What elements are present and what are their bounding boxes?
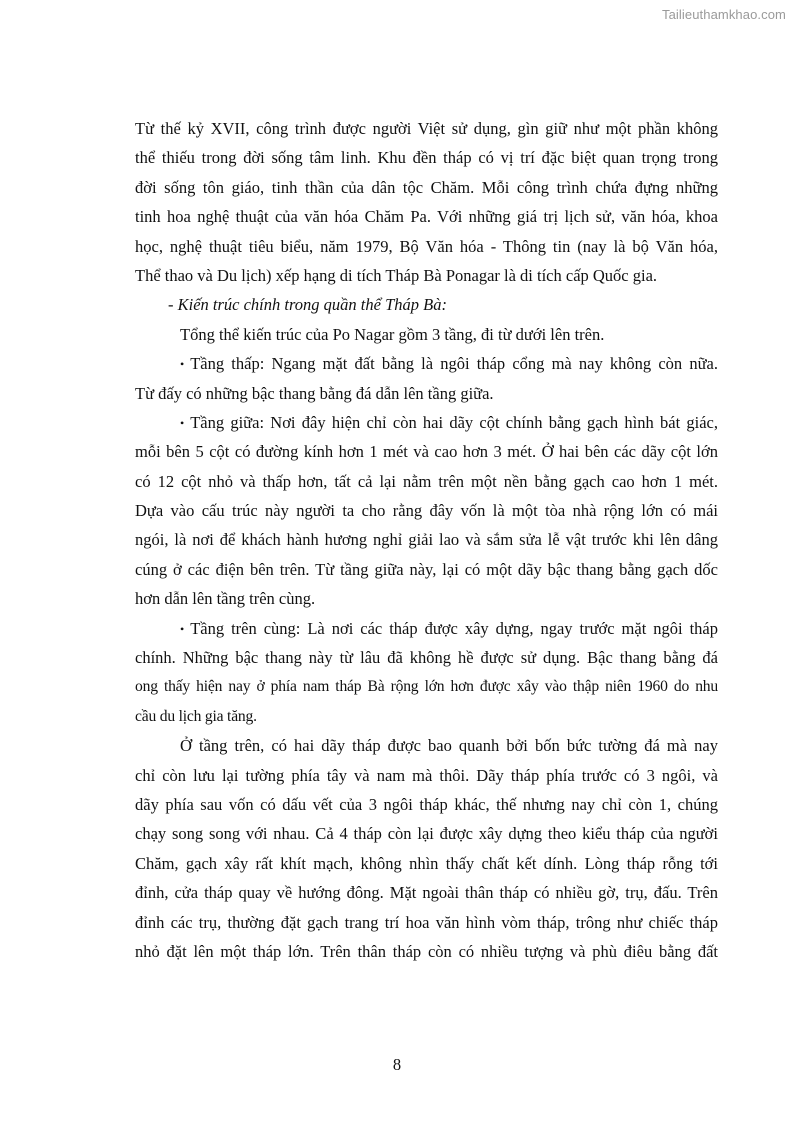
bullet-icon: • — [180, 357, 185, 372]
text-line: Từ đấy có những bậc thang bằng đá dẫn lên tầng giữa. — [135, 383, 494, 403]
watermark: Tailieuthamkhao.com — [661, 7, 786, 22]
bullet-item-low-level — [135, 349, 718, 378]
bullet-item-middle-level — [135, 408, 718, 437]
page-number: 8 — [392, 1055, 402, 1074]
text-line: đời sống tôn giáo, tinh thần của dân tộc Chăm. Mỗi công trình chứa đựng những — [135, 177, 718, 197]
text-line: thể thiếu trong đời sống tâm linh. Khu đền tháp có vị trí đặc biệt quan trọng trong — [135, 148, 718, 168]
text-line: nhỏ đặt lên một tháp lớn. Trên thân tháp còn có nhiều tượng và phù điêu bằng đất — [135, 941, 718, 961]
text-line: tinh hoa nghệ thuật của văn hóa Chăm Pa. Với những giá trị lịch sử, văn hóa, khoa — [135, 207, 718, 227]
text-line: có 12 cột nhỏ và thấp hơn, tất cả lại nằm trên một nền bằng gạch cao hơn 1 mét. — [135, 471, 718, 491]
bullet-icon: • — [180, 415, 185, 430]
text-line: học, nghệ thuật tiêu biểu, năm 1979, Bộ Văn hóa - Thông tin (nay là bộ Văn hóa, — [135, 236, 718, 256]
text-line: cầu du lịch gia tăng. — [135, 707, 257, 725]
text-line: chỉ còn lưu lại tường phía tây và nam mà thôi. Dãy tháp phía trước có 3 ngôi, và — [135, 765, 718, 785]
text-line: ong thấy hiện nay ở phía nam tháp Bà rộng lớn hơn được xây vào thập niên 1960 do nhu — [135, 678, 718, 696]
text-line: Thể thao và Du lịch) xếp hạng di tích Tháp Bà Ponagar là di tích cấp Quốc gia. — [135, 265, 658, 285]
bullet-item-top-level — [135, 614, 718, 643]
text-line: Từ thế kỷ XVII, công trình được người Việt sử dụng, gìn giữ như một phần không — [135, 119, 718, 138]
text-line: Tầng trên cùng: Là nơi các tháp được xây dựng, ngay trước mặt ngôi tháp — [190, 618, 718, 638]
text-line: hơn dẫn lên tầng trên cùng. — [135, 589, 316, 609]
text-line: Dựa vào cấu trúc này người ta cho rằng đây vốn là một tòa nhà rộng lớn có mái — [135, 501, 718, 521]
text-line: Chăm, gạch xây rất khít mạch, không nhìn thấy chất kết dính. Lòng tháp rỗng tới — [135, 853, 718, 873]
text-line: Tầng giữa: Nơi đây hiện chỉ còn hai dãy cột chính bằng gạch hình bát giác, — [190, 412, 718, 432]
text-line: mỗi bên 5 cột có đường kính hơn 1 mét và cao hơn 3 mét. Ở hai bên các dãy cột lớn — [135, 442, 718, 462]
text-line: chạy song song với nhau. Cả 4 tháp còn lại được xây dựng theo kiểu tháp của người — [135, 824, 718, 844]
intro-line: Tổng thể kiến trúc của Po Nagar gồm 3 tầng, đi từ dưới lên trên. — [180, 324, 605, 344]
text-line: chính. Những bậc thang này từ lâu đã không hề được sử dụng. Bậc thang bằng đá — [135, 648, 718, 668]
text-line: đỉnh, cửa tháp quay về hướng đông. Mặt ngoài thân tháp có nhiều gờ, trụ, đấu. Trên — [135, 883, 718, 903]
document-body — [135, 114, 718, 966]
bullet-icon: • — [180, 621, 185, 636]
section-heading: - Kiến trúc chính trong quần thể Tháp Bà: — [168, 295, 447, 315]
text-line: cúng ở các điện bên trên. Từ tầng giữa này, lại có một dãy bậc thang bằng gạch dốc — [135, 559, 718, 579]
text-line: Tầng thấp: Ngang mặt đất bằng là ngôi tháp cổng mà nay không còn nữa. — [190, 354, 718, 374]
text-line: ngói, là nơi để khách hành hương nghỉ giải lao và sắm sửa lễ vật trước khi lên dâng — [135, 530, 718, 550]
text-line: đỉnh các trụ, thường đặt gạch trang trí hoa văn hình vòm tháp, trông như chiếc tháp — [135, 912, 718, 932]
text-line: Ở tầng trên, có hai dãy tháp được bao quanh bởi bốn bức tường đá mà nay — [180, 736, 718, 756]
text-line: dãy phía sau vốn có dấu vết của 3 ngôi tháp khác, thế nhưng nay chỉ còn 1, chúng — [135, 794, 718, 814]
